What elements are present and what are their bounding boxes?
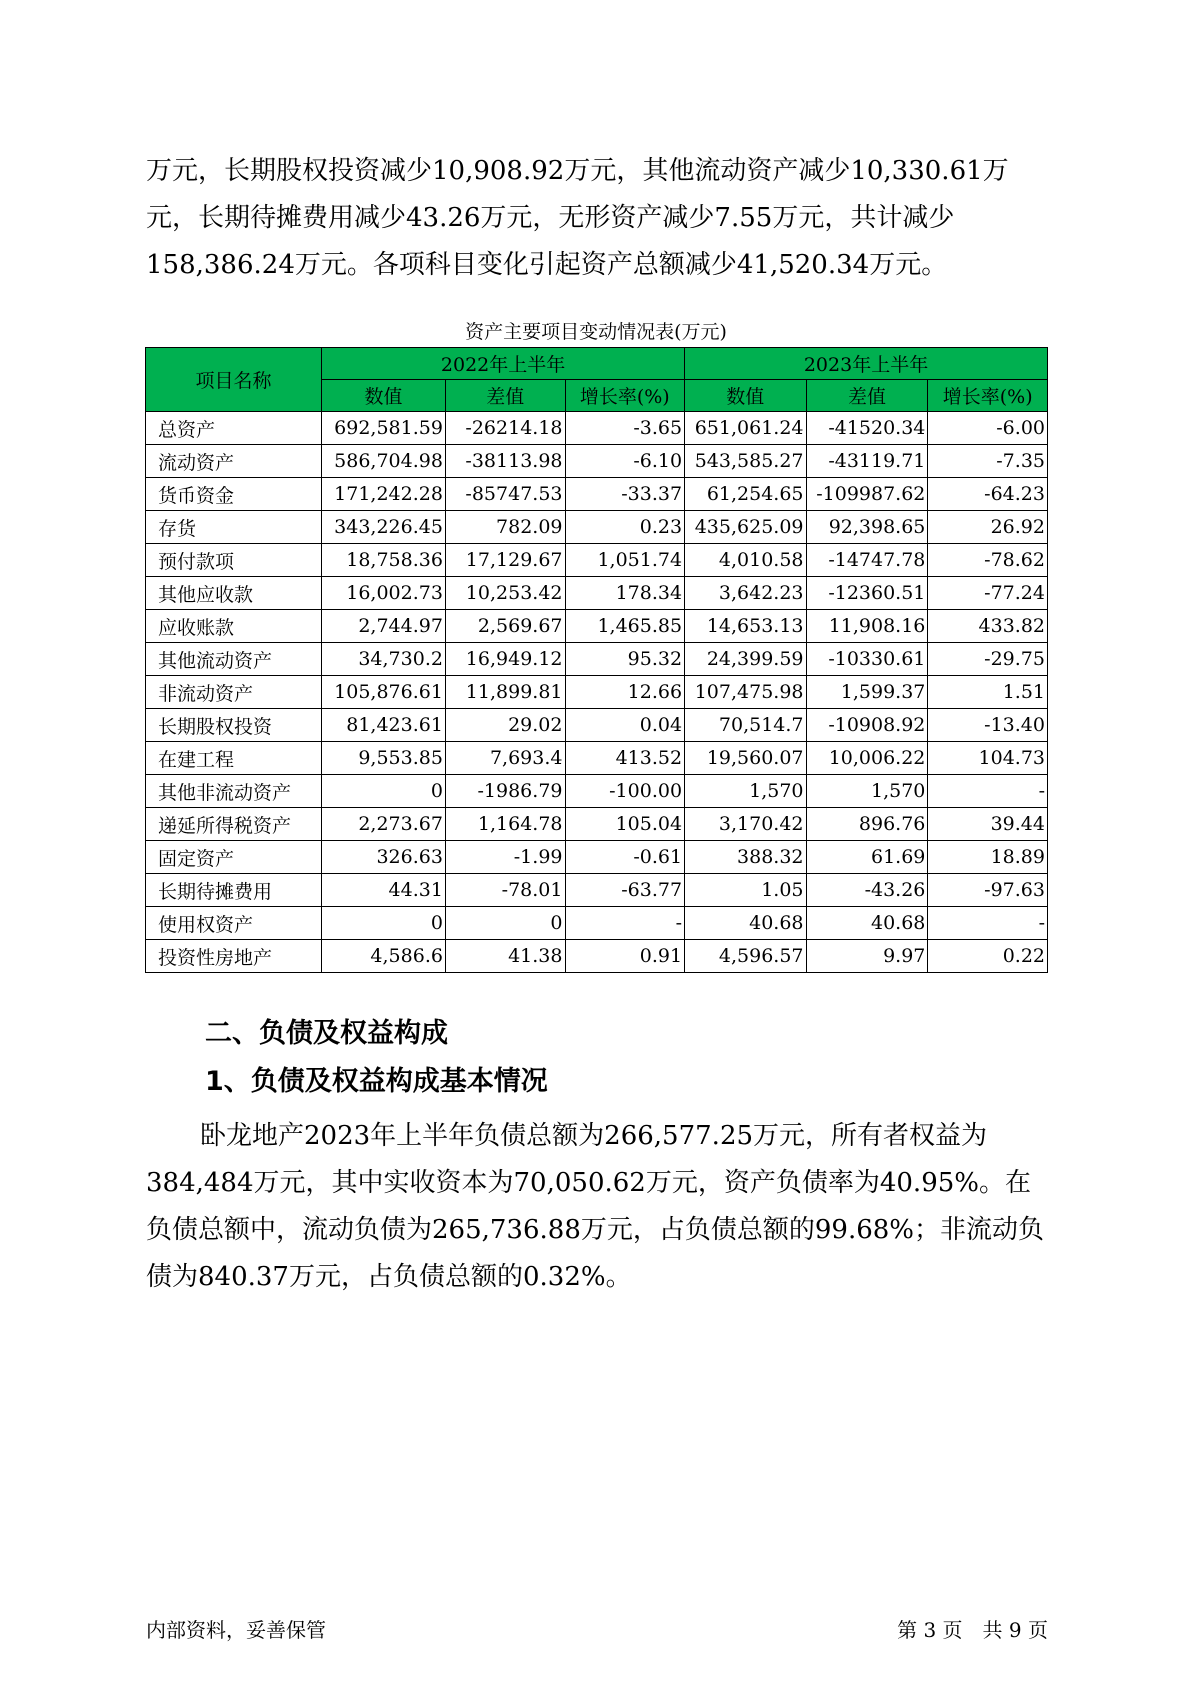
row-value-cell: 388.32: [685, 841, 806, 874]
row-value-cell: 1,570: [806, 775, 928, 808]
footer-page-number: 第 3 页 共 9 页: [897, 1618, 1048, 1642]
row-item-name: 长期待摊费用: [146, 874, 322, 907]
row-value-cell: -29.75: [928, 643, 1048, 676]
row-item-name: 使用权资产: [146, 907, 322, 940]
row-value-cell: -10330.61: [806, 643, 928, 676]
row-value-cell: 2,273.67: [322, 808, 446, 841]
row-value-cell: 18.89: [928, 841, 1048, 874]
row-value-cell: 81,423.61: [322, 709, 446, 742]
row-value-cell: 0: [445, 907, 565, 940]
row-item-name: 其他非流动资产: [146, 775, 322, 808]
row-value-cell: -43119.71: [806, 445, 928, 478]
row-value-cell: 24,399.59: [685, 643, 806, 676]
row-value-cell: 343,226.45: [322, 511, 446, 544]
row-value-cell: 0.04: [565, 709, 685, 742]
table-row: [146, 907, 1048, 940]
row-value-cell: 10,006.22: [806, 742, 928, 775]
row-value-cell: 26.92: [928, 511, 1048, 544]
row-value-cell: -41520.34: [806, 412, 928, 445]
row-value-cell: 782.09: [445, 511, 565, 544]
row-value-cell: 11,899.81: [445, 676, 565, 709]
row-value-cell: 17,129.67: [445, 544, 565, 577]
row-value-cell: -12360.51: [806, 577, 928, 610]
row-value-cell: -109987.62: [806, 478, 928, 511]
row-value-cell: -6.00: [928, 412, 1048, 445]
row-value-cell: 0.23: [565, 511, 685, 544]
row-value-cell: 1,570: [685, 775, 806, 808]
section-heading: 二、负债及权益构成: [205, 1018, 448, 1049]
row-item-name: 投资性房地产: [146, 940, 322, 973]
row-value-cell: 1,599.37: [806, 676, 928, 709]
subsection-heading: 1、负债及权益构成基本情况: [205, 1066, 548, 1097]
table-row: [146, 808, 1048, 841]
row-value-cell: 692,581.59: [322, 412, 446, 445]
row-value-cell: -: [928, 907, 1048, 940]
row-value-cell: 61.69: [806, 841, 928, 874]
table-row: [146, 445, 1048, 478]
row-value-cell: 7,693.4: [445, 742, 565, 775]
table-row: [146, 676, 1048, 709]
table-caption: 资产主要项目变动情况表(万元): [465, 321, 727, 343]
row-value-cell: 1.05: [685, 874, 806, 907]
row-value-cell: 95.32: [565, 643, 685, 676]
row-value-cell: 4,596.57: [685, 940, 806, 973]
row-value-cell: -6.10: [565, 445, 685, 478]
row-value-cell: -: [565, 907, 685, 940]
row-value-cell: -97.63: [928, 874, 1048, 907]
row-value-cell: 435,625.09: [685, 511, 806, 544]
row-value-cell: -10908.92: [806, 709, 928, 742]
row-value-cell: 2,744.97: [322, 610, 446, 643]
row-value-cell: 0.22: [928, 940, 1048, 973]
row-value-cell: 12.66: [565, 676, 685, 709]
row-value-cell: 61,254.65: [685, 478, 806, 511]
table-row: [146, 841, 1048, 874]
row-value-cell: 0: [322, 907, 446, 940]
row-value-cell: -100.00: [565, 775, 685, 808]
row-value-cell: -38113.98: [445, 445, 565, 478]
row-value-cell: 543,585.27: [685, 445, 806, 478]
row-value-cell: 4,586.6: [322, 940, 446, 973]
table-row: [146, 511, 1048, 544]
row-value-cell: -33.37: [565, 478, 685, 511]
row-value-cell: 40.68: [685, 907, 806, 940]
row-value-cell: 105,876.61: [322, 676, 446, 709]
row-value-cell: 105.04: [565, 808, 685, 841]
row-value-cell: 4,010.58: [685, 544, 806, 577]
table-row: [146, 643, 1048, 676]
table-row: [146, 709, 1048, 742]
row-value-cell: -78.62: [928, 544, 1048, 577]
row-value-cell: 413.52: [565, 742, 685, 775]
row-value-cell: 2,569.67: [445, 610, 565, 643]
row-item-name: 非流动资产: [146, 676, 322, 709]
row-value-cell: 586,704.98: [322, 445, 446, 478]
row-value-cell: -64.23: [928, 478, 1048, 511]
table-row: [146, 412, 1048, 445]
row-value-cell: 1,465.85: [565, 610, 685, 643]
row-value-cell: 29.02: [445, 709, 565, 742]
row-value-cell: -3.65: [565, 412, 685, 445]
asset-change-table: [145, 347, 1048, 973]
table-row: [146, 610, 1048, 643]
row-item-name: 预付款项: [146, 544, 322, 577]
footer-confidential-note: 内部资料，妥善保管: [146, 1618, 326, 1642]
row-value-cell: 18,758.36: [322, 544, 446, 577]
sub-header: 数值: [322, 380, 446, 412]
row-item-name: 其他流动资产: [146, 643, 322, 676]
row-value-cell: -1.99: [445, 841, 565, 874]
row-value-cell: 11,908.16: [806, 610, 928, 643]
row-value-cell: 433.82: [928, 610, 1048, 643]
row-item-name: 在建工程: [146, 742, 322, 775]
row-value-cell: -77.24: [928, 577, 1048, 610]
table-row: [146, 478, 1048, 511]
row-value-cell: 34,730.2: [322, 643, 446, 676]
row-value-cell: -43.26: [806, 874, 928, 907]
row-value-cell: 0: [322, 775, 446, 808]
row-item-name: 流动资产: [146, 445, 322, 478]
row-value-cell: 39.44: [928, 808, 1048, 841]
group-header-2022: 2022年上半年: [322, 348, 685, 380]
intro-paragraph: 万元，长期股权投资减少10,908.92万元，其他流动资产减少10,330.61万元，长期待摊费用减少43.26万元，无形资产减少7.55万元，共计减少158,386.24万元。各项科目变化引起资产总额减少41,520.34万元。: [146, 156, 1009, 280]
row-value-cell: -14747.78: [806, 544, 928, 577]
sub-header: 差值: [806, 380, 928, 412]
row-item-name: 长期股权投资: [146, 709, 322, 742]
row-value-cell: 1,051.74: [565, 544, 685, 577]
row-value-cell: 10,253.42: [445, 577, 565, 610]
row-value-cell: 92,398.65: [806, 511, 928, 544]
row-value-cell: 178.34: [565, 577, 685, 610]
row-item-name: 递延所得税资产: [146, 808, 322, 841]
row-value-cell: 41.38: [445, 940, 565, 973]
row-value-cell: 70,514.7: [685, 709, 806, 742]
row-value-cell: 1.51: [928, 676, 1048, 709]
table-row: [146, 742, 1048, 775]
row-value-cell: -1986.79: [445, 775, 565, 808]
table-row: [146, 775, 1048, 808]
row-value-cell: 16,002.73: [322, 577, 446, 610]
row-value-cell: 3,642.23: [685, 577, 806, 610]
row-item-name: 总资产: [146, 412, 322, 445]
row-value-cell: 171,242.28: [322, 478, 446, 511]
table-row: [146, 544, 1048, 577]
row-value-cell: 3,170.42: [685, 808, 806, 841]
row-value-cell: -26214.18: [445, 412, 565, 445]
row-value-cell: 40.68: [806, 907, 928, 940]
row-value-cell: 107,475.98: [685, 676, 806, 709]
row-value-cell: 896.76: [806, 808, 928, 841]
row-value-cell: -78.01: [445, 874, 565, 907]
row-value-cell: -7.35: [928, 445, 1048, 478]
sub-header: 差值: [445, 380, 565, 412]
row-value-cell: 14,653.13: [685, 610, 806, 643]
row-value-cell: -63.77: [565, 874, 685, 907]
table-row: [146, 940, 1048, 973]
row-value-cell: 104.73: [928, 742, 1048, 775]
row-item-name: 货币资金: [146, 478, 322, 511]
row-value-cell: -85747.53: [445, 478, 565, 511]
row-value-cell: 9.97: [806, 940, 928, 973]
sub-header: 增长率(%): [928, 380, 1048, 412]
row-value-cell: 19,560.07: [685, 742, 806, 775]
table-row: [146, 577, 1048, 610]
row-value-cell: 651,061.24: [685, 412, 806, 445]
row-value-cell: 326.63: [322, 841, 446, 874]
row-value-cell: 9,553.85: [322, 742, 446, 775]
body-paragraph: 卧龙地产2023年上半年负债总额为266,577.25万元，所有者权益为384,484万元，其中实收资本为70,050.62万元，资产负债率为40.95%。在负债总额中，流动负债为265,736.88万元，占负债总额的99.68%；非流动负债为840.37万元，占负债总额的0.32%。: [146, 1121, 1045, 1292]
row-value-cell: -0.61: [565, 841, 685, 874]
row-value-cell: -13.40: [928, 709, 1048, 742]
row-item-name: 存货: [146, 511, 322, 544]
sub-header: 数值: [685, 380, 806, 412]
col-header-item-name: 项目名称: [146, 348, 322, 412]
table-row: [146, 874, 1048, 907]
row-value-cell: 16,949.12: [445, 643, 565, 676]
row-value-cell: 0.91: [565, 940, 685, 973]
sub-header: 增长率(%): [565, 380, 685, 412]
row-item-name: 固定资产: [146, 841, 322, 874]
row-item-name: 其他应收款: [146, 577, 322, 610]
row-value-cell: -: [928, 775, 1048, 808]
row-value-cell: 1,164.78: [445, 808, 565, 841]
group-header-2023: 2023年上半年: [685, 348, 1048, 380]
row-item-name: 应收账款: [146, 610, 322, 643]
row-value-cell: 44.31: [322, 874, 446, 907]
